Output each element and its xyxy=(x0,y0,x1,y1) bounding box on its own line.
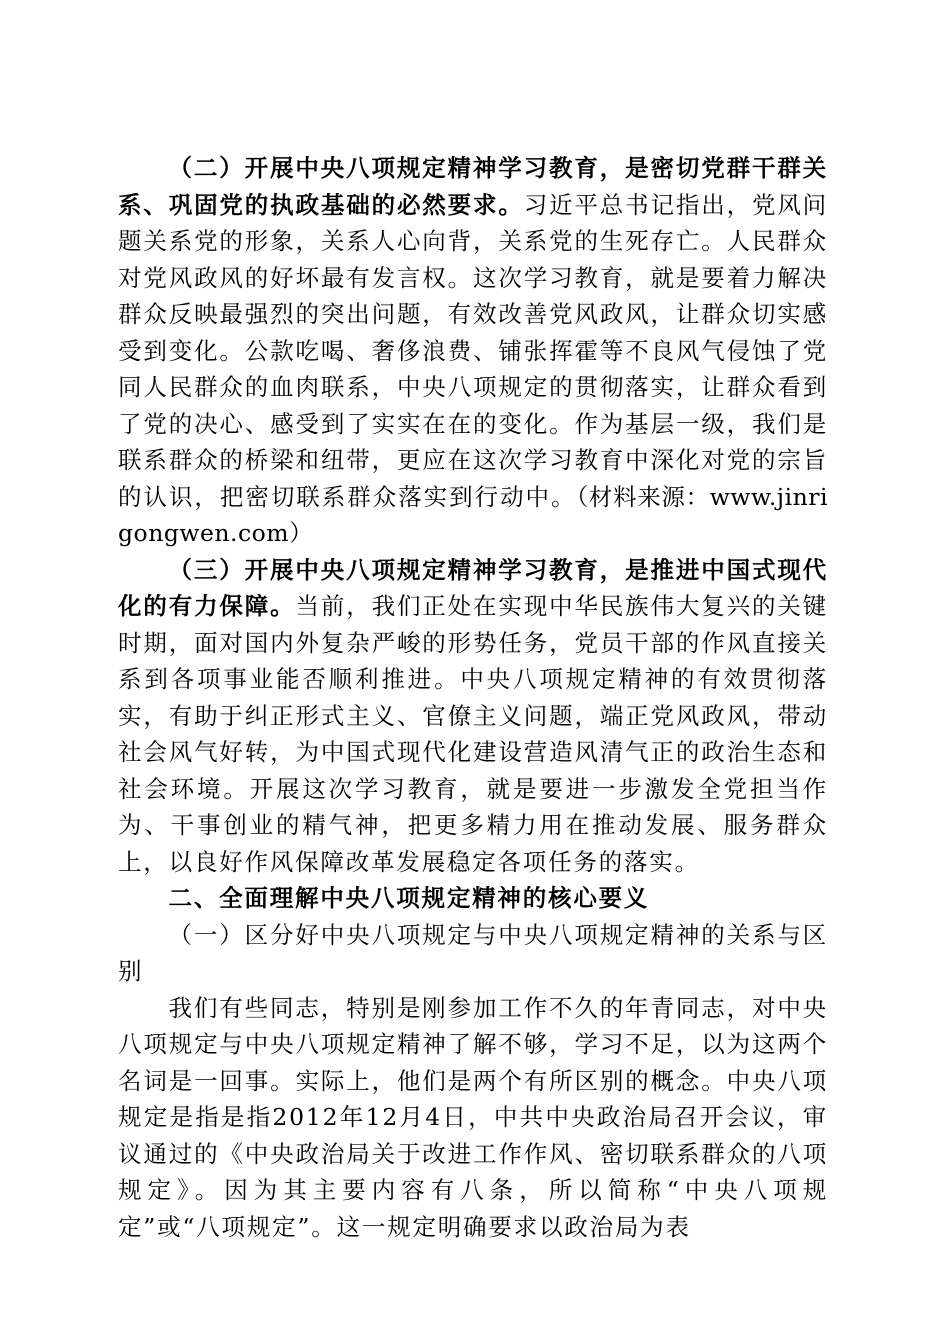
source-note: （材料来源：www.jinrigongwen.com） xyxy=(118,482,828,547)
paragraph-3-lead: （三）开展中央八项规定精神学习教育，是推进中国式现代化的有力保障。 xyxy=(118,555,828,620)
document-body xyxy=(118,150,828,1245)
paragraph-4: 我们有些同志，特别是刚参加工作不久的年青同志，对中央八项规定与中央八项规定精神了解不够，学习不足，以为这两个名词是一回事。实际上，他们是两个有所区别的概念。中央八项规定是指是指2012年12月4日，中共中央政治局召开会议，审议通过的《中央政治局关于改进工作作风、密切联系群众的八项规定》。因为其主要内容有八条，所以简称“中央八项规定”或“八项规定”。这一规定明确要求以政治局为表 xyxy=(118,993,828,1241)
paragraph-2-body: 习近平总书记指出，党风问题关系党的形象，关系人心向背，关系党的生死存亡。人民群众对党风政风的好坏最有发言权。这次学习教育，就是要着力解决群众反映最强烈的突出问题，有效改善党风政风，让群众切实感受到变化。公款吃喝、奢侈浪费、铺张挥霍等不良风气侵蚀了党同人民群众的血肉联系，中央八项规定的贯彻落实，让群众看到了党的决心、感受到了实实在在的变化。作为基层一级，我们是联系群众的桥梁和纽带，更应在这次学习教育中深化对党的宗旨的认识，把密切联系群众落实到行动中。 xyxy=(118,190,828,511)
section-heading: 二、全面理解中央八项规定精神的核心要义 xyxy=(168,884,650,912)
paragraph-3 xyxy=(118,552,828,881)
subheading: （一）区分好中央八项规定与中央八项规定精神的关系与区别 xyxy=(118,920,828,985)
paragraph-2-lead: （二）开展中央八项规定精神学习教育，是密切党群干群关系、巩固党的执政基础的必然要求。 xyxy=(118,154,828,219)
paragraph-2 xyxy=(118,150,828,552)
paragraph-3-body: 当前，我们正处在实现中华民族伟大复兴的关键时期，面对国内外复杂严峻的形势任务，党员干部的作风直接关系到各项事业能否顺利推进。中央八项规定精神的有效贯彻落实，有助于纠正形式主义、官僚主义问题，端正党风政风，带动社会风气好转，为中国式现代化建设营造风清气正的政治生态和社会环境。开展这次学习教育，就是要进一步激发全党担当作为、干事创业的精气神，把更多精力用在推动发展、服务群众上，以良好作风保障改革发展稳定各项任务的落实。 xyxy=(118,592,828,876)
